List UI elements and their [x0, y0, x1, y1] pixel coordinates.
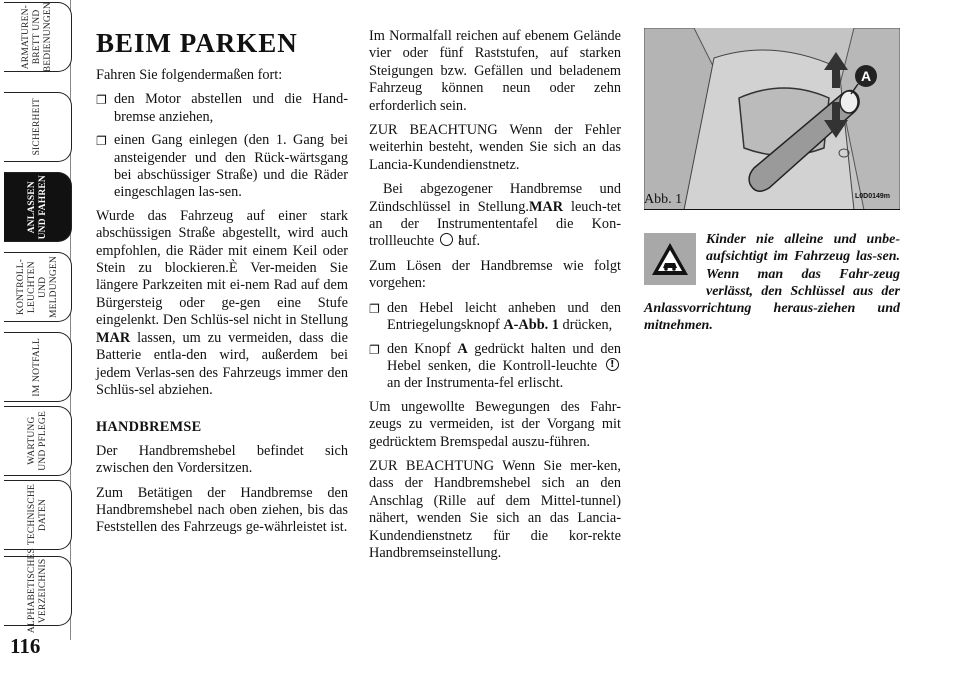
paragraph: Zum Lösen der Handbremse wie folgt vorgehen: [369, 257, 621, 292]
handbrake-lever-drawing [644, 28, 900, 210]
tab-verzeichnis[interactable] [4, 548, 72, 634]
section-title: BEIM PARKEN [96, 28, 298, 58]
callout-label: A [860, 68, 872, 84]
handbrake-warning-lamp-icon [440, 233, 453, 246]
paragraph: ZUR BEACHTUNG Wenn der Fehler weiterhin besteht, wenden Sie sich an das Lancia-Kundendienstnetz. [369, 122, 621, 173]
checkbox-bullet-icon: ❐ [369, 342, 380, 357]
tab-label: ALPHABETISCHES VERZEICHNIS [26, 548, 48, 634]
intro-text: Fahren Sie folgendermaßen fort: [96, 67, 283, 83]
tab-kontrollleuchten[interactable] [4, 252, 72, 322]
checkbox-bullet-icon: ❐ [96, 93, 107, 108]
list-item: ❐ den Motor abstellen und die Hand-bremse anziehen, [96, 91, 348, 125]
tab-sicherheit[interactable] [4, 92, 72, 162]
handbrake-warning-lamp-icon [606, 358, 619, 371]
subsection-title: HANDBREMSE [96, 419, 202, 436]
tab-label: TECHNISCHE DATEN [26, 484, 48, 546]
figure-caption: Abb. 1 [644, 192, 683, 207]
paragraph: Wurde das Fahrzeug auf einer stark abschüssigen Straße abgestellt, wird auch empfohlen, die Räder mit einem Keil oder Stein zu blockieren.È Ver-meiden Sie längere Parkzeiten mit ei-nem Rad auf dem Bürgersteig oder ge-gen eine Stufe eingelenkt. Den Schlüs-sel nicht in Stellung MAR lassen, um zu vermeiden, dass die Batterie entla-den wird, außerdem bei jedem Verlas-sen des Fahrzeugs immer den Schlüs-sel abziehen. [96, 207, 348, 398]
column-left [96, 28, 348, 544]
list-item: ❐ einen Gang einlegen (den 1. Gang bei ansteigender und den Rück-wärtsgang bei abschüssiger Straße) und die Räder eingeschlagen las-sen. [96, 132, 348, 201]
warning-text: Kinder nie alleine und unbe-aufsichtigt im Fahrzeug las-sen. Wenn man das Fahr-zeug verlässt, den Schlüssel aus der Anlassvorrichtung heraus-ziehen und mitnehmen. [644, 232, 900, 334]
handbrake-illustration [644, 28, 900, 210]
page-number: 116 [10, 634, 41, 658]
checkbox-bullet-icon: ❐ [96, 134, 107, 149]
tab-label: SICHERHEIT [32, 98, 43, 156]
chapter-tabs [0, 0, 78, 640]
paragraph: Der Handbremshebel befindet sich zwischen den Vordersitzen. [96, 442, 348, 477]
paragraph: Um ungewollte Bewegungen des Fahr-zeugs zu vermeiden, ist der Vorgang mit gedrücktem Bremspedal auszu-führen. [369, 398, 621, 450]
tab-im-notfall[interactable] [4, 332, 72, 402]
paragraph: Im Normalfall reichen auf ebenem Gelände vier oder fünf Raststufen, auf starken Steigungen bzw. Gefällen und beladenem Fahrzeug können neun oder zehn erforderlich sein. [369, 28, 621, 114]
tab-anlassen-und-fahren[interactable] [4, 172, 72, 242]
paragraph: ZUR BEACHTUNG Wenn Sie mer-ken, dass der Handbremshebel sich an den Anschlag (Rille auf dem Mittel-tunnel) nähert, wenden Sie sich an das Lancia-Kundendienstnetz für die kor-rekte Handbremseinstellung. [369, 457, 621, 561]
column-middle [369, 28, 621, 569]
tab-label: ARMATUREN- BRETT UND BEDIENUNGEN [21, 1, 53, 73]
list-item: ❐ den Hebel leicht anheben und den Entriegelungsknopf A-Abb. 1 drücken, [369, 299, 621, 334]
tab-wartung[interactable] [4, 406, 72, 476]
tab-label: WARTUNG UND PFLEGE [26, 411, 48, 471]
tab-label: KONTROLL- LEUCHTEN UND MELDUNGEN [15, 256, 59, 318]
paragraph: Bei abgezogener Handbremse und Zündschlüssel in Stellung.MAR leuch-tet an der Instrumententafel die Kon-trollleuchte ! auf. [369, 181, 621, 251]
figure-code: L0D0149m [855, 193, 891, 200]
list-item: ❐ den Knopf A gedrückt halten und den Hebel senken, die Kontroll-leuchte ! an der Instrumenta-fel erlischt. [369, 341, 621, 393]
tab-technische-daten[interactable] [4, 480, 72, 550]
tab-label: IM NOTFALL [32, 337, 43, 397]
tab-armaturenbrett[interactable] [4, 2, 72, 72]
paragraph: Zum Betätigen der Handbremse den Handbremshebel nach oben ziehen, bis das Feststellen des Fahrzeugs ge-währleistet ist. [96, 484, 348, 536]
tab-label: ANLASSEN UND FAHREN [26, 174, 48, 240]
checkbox-bullet-icon: ❐ [369, 301, 380, 316]
